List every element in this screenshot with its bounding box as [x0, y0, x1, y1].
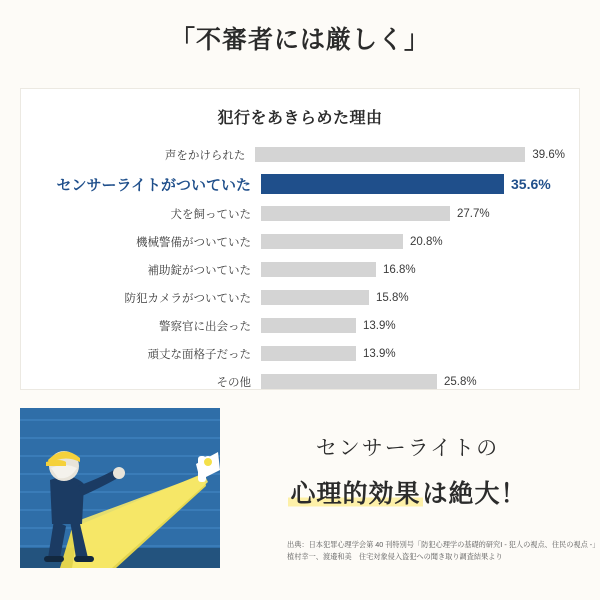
tagline-highlight: 心理的効果 [290, 480, 421, 508]
page-title: 「不審者には厳しく」 [169, 26, 430, 54]
bar-track [261, 229, 565, 254]
tagline-line-2 [235, 474, 580, 510]
bar-track [261, 257, 565, 282]
bar-label: その他 [216, 376, 251, 389]
table-row [27, 170, 565, 198]
bar-track [261, 285, 565, 310]
bar-track [261, 313, 565, 338]
bar-track [261, 170, 565, 198]
chart-rows [21, 142, 579, 394]
table-row [27, 257, 565, 282]
bar-label: センサーライトがついていた [56, 176, 251, 194]
bar-value: 27.7% [457, 207, 490, 220]
table-row [27, 229, 565, 254]
table-row [27, 201, 565, 226]
bottom-section [20, 408, 600, 580]
night-burglar-spotlight-illustration [20, 408, 220, 568]
bar-value: 20.8% [410, 235, 443, 248]
bar [261, 262, 376, 277]
bar-track [255, 142, 565, 167]
bar-track [261, 341, 565, 366]
bar-label: 補助錠がついていた [147, 264, 251, 277]
bar-track [261, 201, 565, 226]
bar-value: 16.8% [383, 263, 416, 276]
bar-label: 機械警備がついていた [136, 236, 251, 249]
source-note: 出典：日本犯罪心理学会第 40 刊特別号「防犯心理学の基礎的研究Ⅰ - 犯人の視点、住民の視点 -」植村幸一、渡邉和美 住宅対象侵入盗犯への聞き取り調査結果より [287, 540, 600, 561]
bar-value: 35.6% [511, 176, 551, 192]
bar [261, 234, 403, 249]
bar-track [261, 369, 565, 394]
table-row [27, 369, 565, 394]
bar-value: 39.6% [532, 148, 565, 161]
tagline-line-1: センサーライトの [315, 437, 500, 460]
table-row [27, 341, 565, 366]
bar-value: 13.9% [363, 347, 396, 360]
bar-label: 犬を飼っていた [170, 208, 251, 221]
table-row [27, 313, 565, 338]
bar [261, 346, 356, 361]
table-row [27, 142, 565, 167]
bar [261, 206, 450, 221]
bar-highlight [261, 174, 504, 194]
bar-label: 防犯カメラがついていた [124, 292, 251, 305]
bottom-text [235, 432, 580, 510]
tagline-rest: は絶大！ [422, 480, 527, 508]
bar [261, 374, 437, 389]
bar-value: 25.8% [444, 375, 477, 388]
table-row [27, 285, 565, 310]
bar-label: 頑丈な面格子だった [147, 348, 251, 361]
bar-value: 13.9% [363, 319, 396, 332]
bar-value: 15.8% [376, 291, 409, 304]
chart-title: 犯行をあきらめた理由 [217, 110, 383, 127]
bar [261, 290, 369, 305]
bar-label: 警察官に出会った [159, 320, 251, 333]
bar-label: 声をかけられた [164, 149, 246, 162]
bar [261, 318, 356, 333]
chart-card [20, 88, 580, 390]
bar [255, 147, 525, 162]
